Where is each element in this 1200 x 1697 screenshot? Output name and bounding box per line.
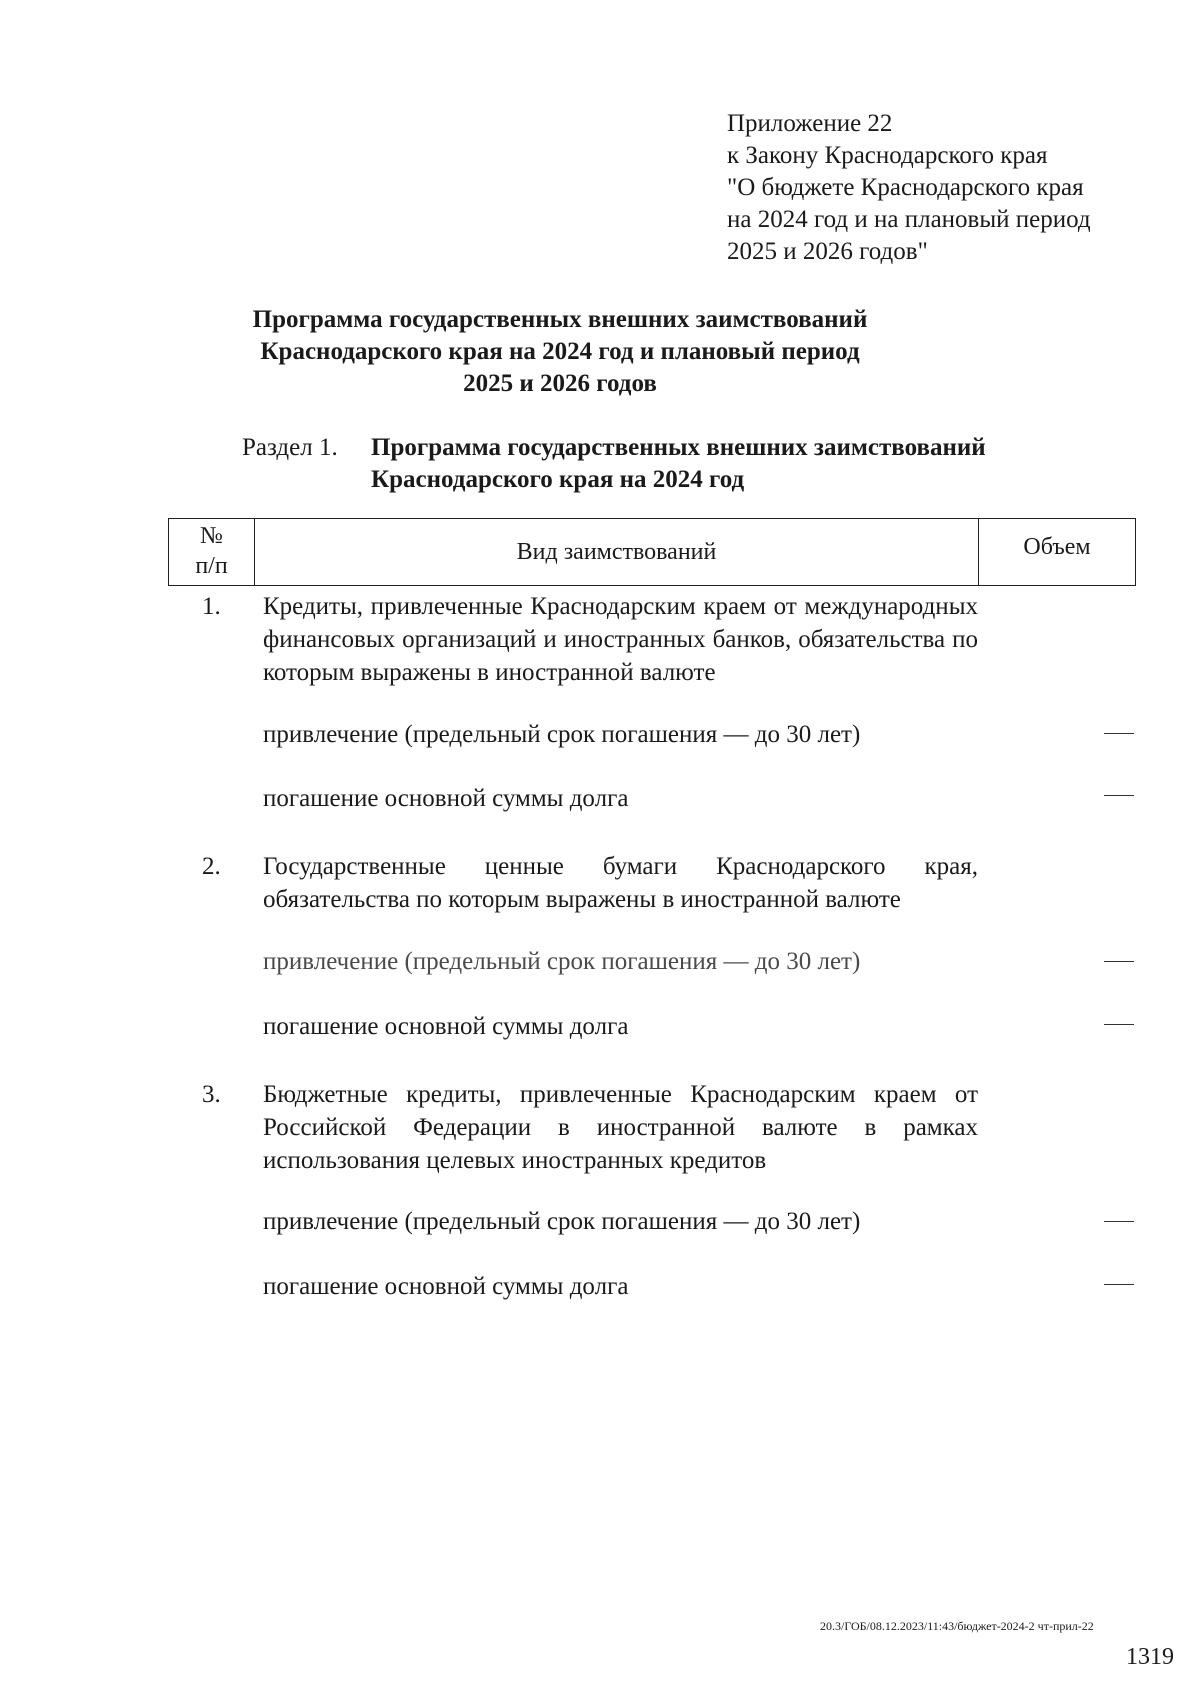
subitem-value-dash [1104,795,1134,796]
appendix-line: к Закону Краснодарского края [727,142,1048,169]
row-description: Кредиты, привлеченные Краснодарским краем от международных финансовых организаций и иностранных банков, обязательства по которым выражены в иностранной валюте [263,593,978,686]
section-label: Раздел 1. [242,434,338,461]
subitem-label: погашение основной суммы долга [263,785,629,812]
document-code: 20.3/ГОБ/08.12.2023/11:43/бюджет-2024-2 чт-прил-22 [820,1619,1094,1633]
row-number: 2. [202,853,221,880]
subitem-label: погашение основной суммы долга [263,1013,629,1040]
document-title [200,304,920,400]
section-title-line: Краснодарского края на 2024 год [371,466,745,493]
title-line: 2025 и 2026 годов [463,370,657,397]
header-number-abbrev: п/п [195,553,228,579]
header-number-cell [169,519,255,585]
row-number: 3. [202,1081,221,1108]
subitem-value-dash [1104,733,1134,734]
subitem-label: привлечение (предельный срок погашения — до 30 лет) [263,1208,861,1235]
section-title-line: Программа государственных внешних заимствований [371,434,986,461]
appendix-line: "О бюджете Краснодарского края [727,174,1084,201]
subitem-label: погашение основной суммы долга [263,1273,629,1300]
title-line: Краснодарского края на 2024 год и плановый период [260,338,860,365]
subitem-value-dash [1104,1284,1134,1285]
subitem-label: привлечение (предельный срок погашения — до 30 лет) [263,948,861,975]
subitem-value-dash [1104,1024,1134,1025]
table-header [168,518,1136,586]
row-number: 1. [202,593,221,620]
appendix-line: 2025 и 2026 годов" [727,238,928,265]
appendix-line: на 2024 год и на плановый период [727,206,1091,233]
page-number: 1319 [1126,1644,1174,1670]
subitem-value-dash [1104,1221,1134,1222]
header-kind-cell: Вид заимствований [255,519,979,585]
subitem-value-dash [1104,961,1134,962]
row-description: Бюджетные кредиты, привлеченные Краснодарским краем от Российской Федерации в иностранной валюте в рамках использования целевых иностранных кредитов [263,1081,978,1174]
title-line: Программа государственных внешних заимствований [252,306,868,333]
appendix-note [727,108,1091,268]
row-description: Государственные ценные бумаги Краснодарского края, обязательства по которым выражены в иностранной валюте [263,853,978,913]
header-number-symbol: № [200,523,223,549]
section-title [371,432,986,496]
header-volume-cell: Объем [1023,534,1091,560]
subitem-label: привлечение (предельный срок погашения — до 30 лет) [263,721,861,748]
appendix-line: Приложение 22 [727,110,893,137]
